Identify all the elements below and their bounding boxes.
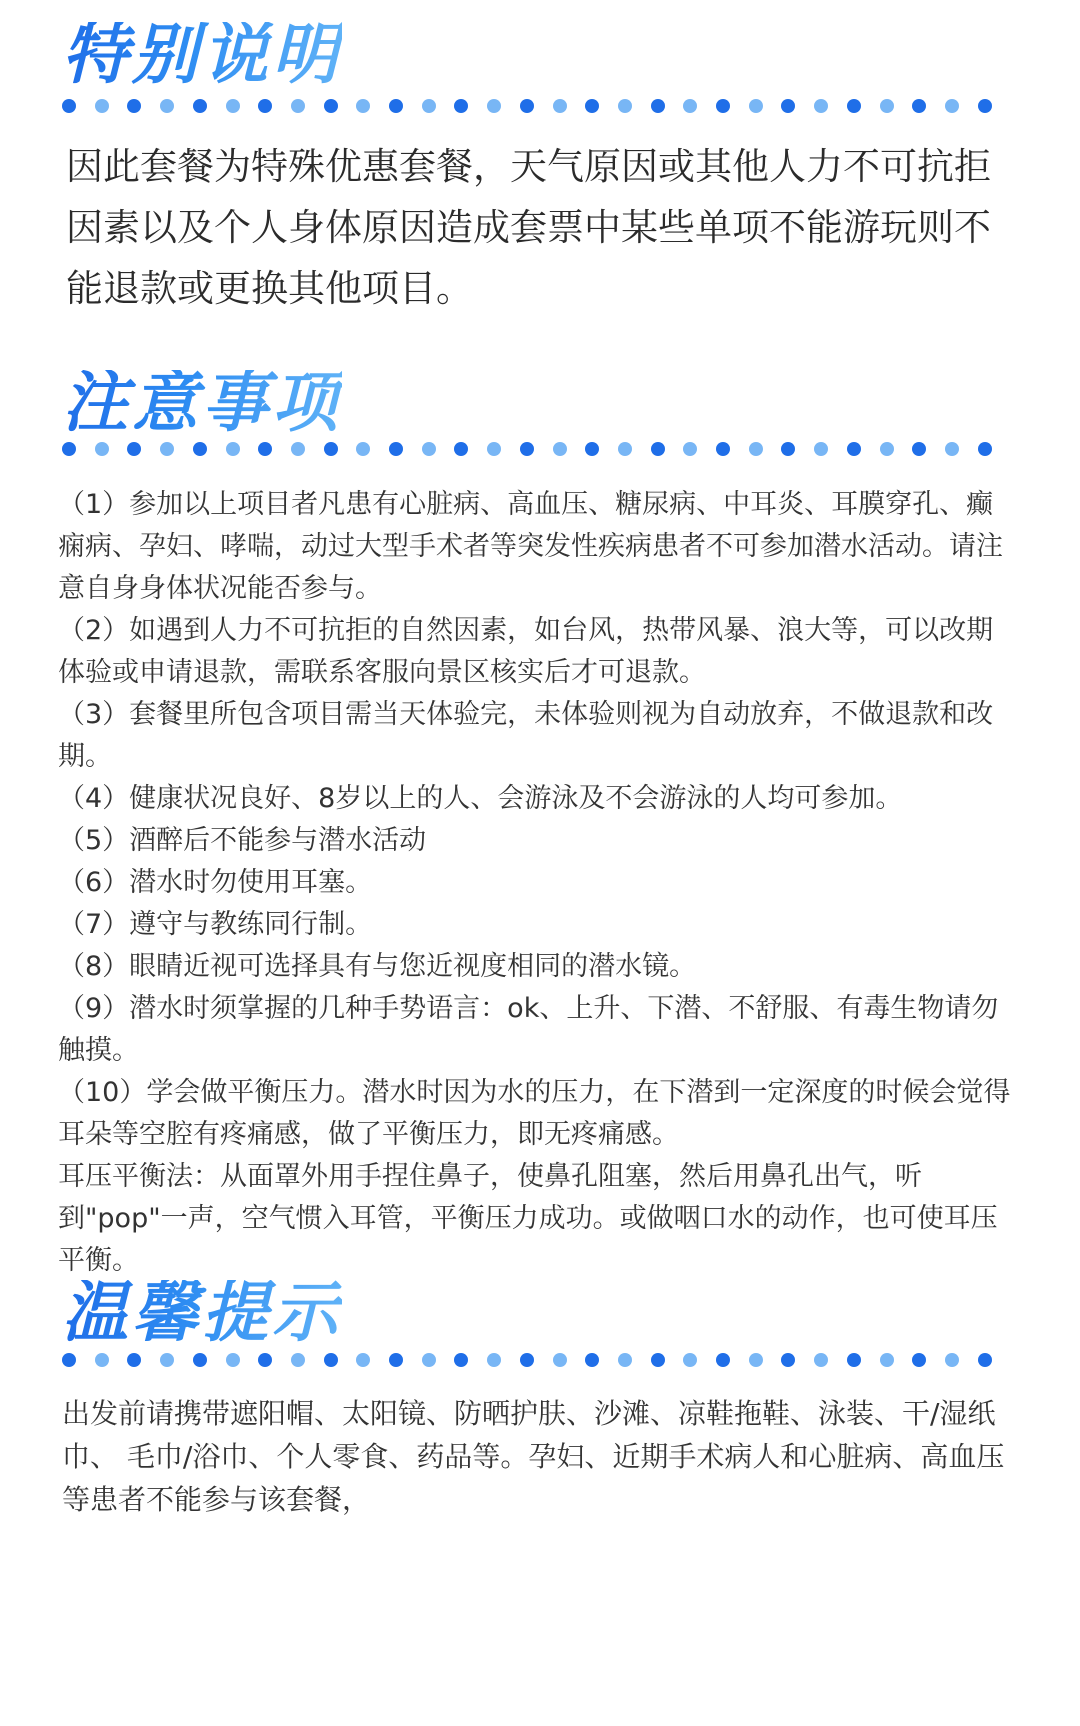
divider-dot (847, 99, 861, 113)
dot-divider (62, 441, 992, 457)
divider-dot (160, 1353, 174, 1367)
divider-dot (127, 1353, 141, 1367)
divider-dot (978, 1353, 992, 1367)
divider-dot (422, 99, 436, 113)
divider-dot (651, 1353, 665, 1367)
divider-dot (814, 99, 828, 113)
dot-divider (62, 98, 992, 114)
divider-dot (95, 442, 109, 456)
divider-dot (324, 442, 338, 456)
divider-dot (389, 99, 403, 113)
divider-dot (356, 442, 370, 456)
list-item: （10）学会做平衡压力。潜水时因为水的压力，在下潜到一定深度的时候会觉得耳朵等空腔有疼痛感，做了平衡压力，即无疼痛感。 (58, 1077, 1011, 1150)
divider-dot (356, 99, 370, 113)
divider-dot (127, 99, 141, 113)
divider-dot (226, 99, 240, 113)
list-item: （5）酒醉后不能参与潜水活动 (58, 825, 427, 856)
divider-dot (912, 1353, 926, 1367)
divider-dot (912, 99, 926, 113)
divider-dot (160, 442, 174, 456)
divider-dot (553, 99, 567, 113)
divider-dot (258, 442, 272, 456)
divider-dot (160, 99, 174, 113)
divider-dot (95, 99, 109, 113)
divider-dot (454, 442, 468, 456)
divider-dot (520, 1353, 534, 1367)
divider-dot (62, 1353, 76, 1367)
divider-dot (95, 1353, 109, 1367)
divider-dot (127, 442, 141, 456)
divider-dot (683, 1353, 697, 1367)
divider-dot (226, 1353, 240, 1367)
divider-dot (847, 1353, 861, 1367)
divider-dot (585, 442, 599, 456)
divider-dot (749, 99, 763, 113)
divider-dot (683, 442, 697, 456)
divider-dot (749, 1353, 763, 1367)
divider-dot (553, 1353, 567, 1367)
divider-dot (618, 442, 632, 456)
divider-dot (847, 442, 861, 456)
divider-dot (945, 1353, 959, 1367)
divider-dot (193, 1353, 207, 1367)
list-item: （8）眼睛近视可选择具有与您近视度相同的潜水镜。 (58, 951, 697, 982)
divider-dot (585, 99, 599, 113)
divider-dot (324, 1353, 338, 1367)
divider-dot (291, 1353, 305, 1367)
divider-dot (258, 99, 272, 113)
divider-dot (193, 99, 207, 113)
divider-dot (683, 99, 697, 113)
list-item: （3）套餐里所包含项目需当天体验完，未体验则视为自动放弃，不做退款和改期。 (58, 699, 994, 772)
divider-dot (618, 1353, 632, 1367)
divider-dot (291, 442, 305, 456)
divider-dot (781, 442, 795, 456)
divider-dot (258, 1353, 272, 1367)
list-item: （1）参加以上项目者凡患有心脏病、高血压、糖尿病、中耳炎、耳膜穿孔、癫痫病、孕妇、哮喘，动过大型手术者等突发性疾病患者不可参加潜水活动。请注意自身身体状况能否参与。 (58, 489, 1003, 604)
divider-dot (781, 99, 795, 113)
divider-dot (226, 442, 240, 456)
divider-dot (520, 99, 534, 113)
divider-dot (324, 99, 338, 113)
divider-dot (193, 442, 207, 456)
divider-dot (716, 1353, 730, 1367)
divider-dot (389, 1353, 403, 1367)
special-notice-text: 因此套餐为特殊优惠套餐，天气原因或其他人力不可抗拒因素以及个人身体原因造成套票中某些单项不能游玩则不能退款或更换其他项目。 (66, 145, 991, 310)
divider-dot (585, 1353, 599, 1367)
divider-dot (978, 442, 992, 456)
friendly-tips-title: 温馨提示 (62, 1274, 342, 1351)
divider-dot (422, 442, 436, 456)
divider-dot (422, 1353, 436, 1367)
divider-dot (553, 442, 567, 456)
divider-dot (749, 442, 763, 456)
divider-dot (356, 1353, 370, 1367)
divider-dot (781, 1353, 795, 1367)
divider-dot (716, 99, 730, 113)
divider-dot (716, 442, 730, 456)
divider-dot (487, 1353, 501, 1367)
divider-dot (814, 1353, 828, 1367)
list-item: （2）如遇到人力不可抗拒的自然因素，如台风，热带风暴、浪大等，可以改期体验或申请退款，需联系客服向景区核实后才可退款。 (58, 615, 994, 688)
divider-dot (945, 99, 959, 113)
divider-dot (520, 442, 534, 456)
divider-dot (814, 442, 828, 456)
divider-dot (487, 442, 501, 456)
divider-dot (62, 442, 76, 456)
divider-dot (487, 99, 501, 113)
divider-dot (618, 99, 632, 113)
divider-dot (945, 442, 959, 456)
divider-dot (62, 99, 76, 113)
divider-dot (651, 442, 665, 456)
special-notice-title: 特别说明 (62, 16, 342, 93)
list-item: （9）潜水时须掌握的几种手势语言：ok、上升、下潜、不舒服、有毒生物请勿触摸。 (58, 993, 999, 1066)
divider-dot (389, 442, 403, 456)
divider-dot (454, 99, 468, 113)
divider-dot (291, 99, 305, 113)
divider-dot (912, 442, 926, 456)
list-item: 耳压平衡法：从面罩外用手捏住鼻子，使鼻孔阻塞，然后用鼻孔出气，听到"pop"一声，空气惯入耳管，平衡压力成功。或做咽口水的动作，也可使耳压平衡。 (58, 1161, 998, 1276)
precautions-title: 注意事项 (62, 364, 342, 441)
friendly-tips-text: 出发前请携带遮阳帽、太阳镜、防晒护肤、沙滩、凉鞋拖鞋、泳装、干/湿纸巾、 毛巾/浴巾、个人零食、药品等。孕妇、近期手术病人和心脏病、高血压等患者不能参与该套餐， (62, 1397, 1005, 1516)
divider-dot (880, 442, 894, 456)
divider-dot (880, 1353, 894, 1367)
list-item: （6）潜水时勿使用耳塞。 (58, 867, 373, 898)
list-item: （4）健康状况良好、8岁以上的人、会游泳及不会游泳的人均可参加。 (58, 783, 903, 814)
divider-dot (651, 99, 665, 113)
dot-divider (62, 1352, 992, 1368)
divider-dot (978, 99, 992, 113)
divider-dot (454, 1353, 468, 1367)
list-item: （7）遵守与教练同行制。 (58, 909, 373, 940)
divider-dot (880, 99, 894, 113)
precautions-list (58, 484, 1016, 1282)
